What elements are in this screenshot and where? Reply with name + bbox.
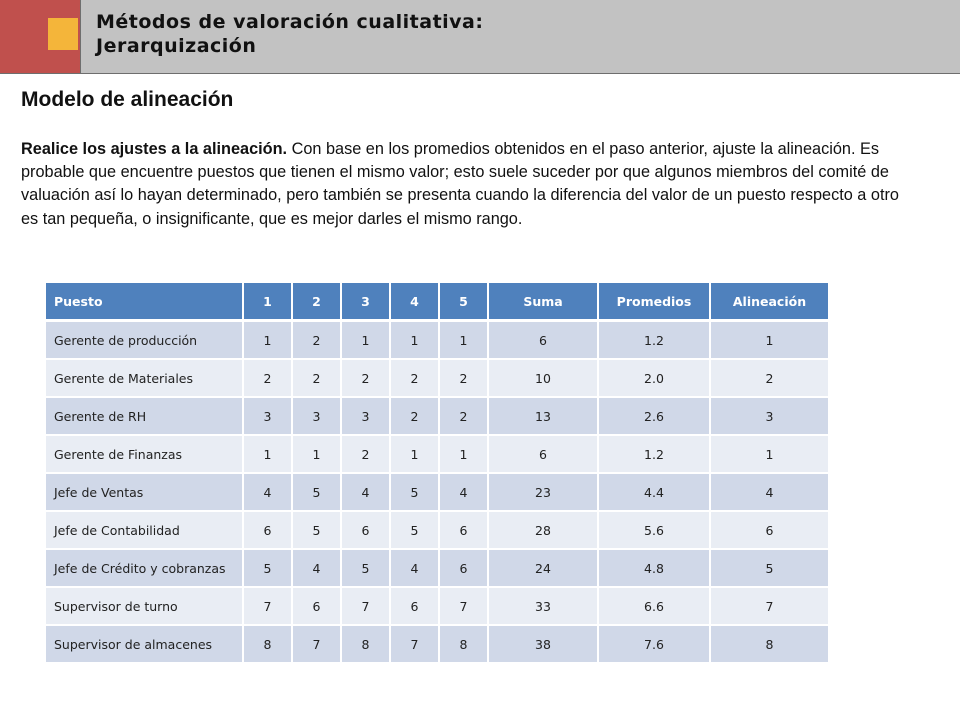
- alignment-table: [46, 283, 828, 664]
- table-cell: 1: [711, 322, 828, 360]
- instructions-paragraph: [21, 138, 901, 231]
- paragraph-bold-lead: Realice los ajustes a la alineación.: [21, 140, 288, 158]
- table-cell-puesto: Gerente de producción: [46, 322, 244, 360]
- header-title: [96, 10, 483, 58]
- table-cell: 4.4: [599, 474, 711, 512]
- table-row: [46, 512, 828, 550]
- table-cell: 2: [293, 322, 342, 360]
- table-row: [46, 360, 828, 398]
- table-cell: 3: [244, 398, 293, 436]
- table-cell: 7: [293, 626, 342, 664]
- table-cell: 8: [342, 626, 391, 664]
- table-cell-puesto: Gerente de Finanzas: [46, 436, 244, 474]
- table-cell: 10: [489, 360, 599, 398]
- table-cell-puesto: Gerente de Materiales: [46, 360, 244, 398]
- table-cell: 1: [293, 436, 342, 474]
- table-cell: 5: [711, 550, 828, 588]
- table-row: [46, 322, 828, 360]
- table-cell: 5.6: [599, 512, 711, 550]
- table-cell: 1: [342, 322, 391, 360]
- paragraph-body: Con base en los promedios obtenidos en el paso anterior, ajuste la alineación. Es probable que encuentre puestos que tienen el mismo valor; esto suele suceder por que algunos miembros del comité de valuación así lo hayan determinado, pero también se presenta cuando la diferencia del valor de un puesto respecto a otro es tan pequeña, o insignificante, que es mejor darles el mismo rango.: [21, 140, 899, 228]
- table-cell: 5: [391, 474, 440, 512]
- table-cell: 1.2: [599, 436, 711, 474]
- table-cell: 24: [489, 550, 599, 588]
- table-cell: 4: [244, 474, 293, 512]
- header-title-line1: Métodos de valoración cualitativa:: [96, 11, 484, 33]
- table-cell: 3: [293, 398, 342, 436]
- column-header: 1: [244, 283, 293, 322]
- table-cell: 4: [342, 474, 391, 512]
- table-row: [46, 588, 828, 626]
- table-cell: 1.2: [599, 322, 711, 360]
- table-cell: 1: [244, 322, 293, 360]
- table-cell: 2: [342, 436, 391, 474]
- table-cell: 1: [440, 436, 489, 474]
- table-cell: 8: [711, 626, 828, 664]
- table-cell: 4: [293, 550, 342, 588]
- table-cell: 5: [244, 550, 293, 588]
- table-cell: 2: [244, 360, 293, 398]
- table-cell: 23: [489, 474, 599, 512]
- table-cell-puesto: Gerente de RH: [46, 398, 244, 436]
- table-cell: 7.6: [599, 626, 711, 664]
- table-cell: 6: [244, 512, 293, 550]
- table-row: [46, 398, 828, 436]
- table-cell: 2: [391, 398, 440, 436]
- table-cell: 7: [391, 626, 440, 664]
- table-cell: 6: [711, 512, 828, 550]
- column-header: Suma: [489, 283, 599, 322]
- table-cell-puesto: Jefe de Ventas: [46, 474, 244, 512]
- table-cell: 8: [440, 626, 489, 664]
- column-header: 4: [391, 283, 440, 322]
- table-cell: 3: [711, 398, 828, 436]
- table-cell: 2: [293, 360, 342, 398]
- table-cell-puesto: Supervisor de turno: [46, 588, 244, 626]
- table-cell: 6.6: [599, 588, 711, 626]
- table-cell: 7: [342, 588, 391, 626]
- table-cell: 2: [391, 360, 440, 398]
- column-header: 2: [293, 283, 342, 322]
- table-cell: 6: [440, 512, 489, 550]
- table-cell: 4: [440, 474, 489, 512]
- table-cell: 4.8: [599, 550, 711, 588]
- table-cell: 7: [244, 588, 293, 626]
- table-cell: 1: [391, 436, 440, 474]
- table-cell: 6: [342, 512, 391, 550]
- header-accent-square: [48, 18, 78, 50]
- table-cell: 6: [489, 436, 599, 474]
- table-cell: 8: [244, 626, 293, 664]
- table-cell: 3: [342, 398, 391, 436]
- column-header: 5: [440, 283, 489, 322]
- column-header: Puesto: [46, 283, 244, 322]
- table-cell: 2.6: [599, 398, 711, 436]
- table-cell: 1: [244, 436, 293, 474]
- table-cell: 5: [391, 512, 440, 550]
- table-cell-puesto: Supervisor de almacenes: [46, 626, 244, 664]
- table-cell: 1: [440, 322, 489, 360]
- table-row: [46, 626, 828, 664]
- table-cell: 2: [711, 360, 828, 398]
- header-divider: [0, 73, 960, 74]
- table-cell: 7: [711, 588, 828, 626]
- table-cell: 28: [489, 512, 599, 550]
- table-cell: 38: [489, 626, 599, 664]
- table-row: [46, 436, 828, 474]
- table-cell: 2: [440, 398, 489, 436]
- table-cell: 2.0: [599, 360, 711, 398]
- table-cell: 4: [711, 474, 828, 512]
- table-cell: 2: [342, 360, 391, 398]
- table-cell: 33: [489, 588, 599, 626]
- table-cell: 6: [489, 322, 599, 360]
- table-cell: 1: [711, 436, 828, 474]
- column-header: Alineación: [711, 283, 828, 322]
- table-cell: 7: [440, 588, 489, 626]
- header-title-line2: Jerarquización: [96, 35, 257, 57]
- table-header-row: [46, 283, 828, 322]
- section-title: Modelo de alineación: [21, 88, 234, 111]
- column-header: 3: [342, 283, 391, 322]
- table-cell-puesto: Jefe de Crédito y cobranzas: [46, 550, 244, 588]
- table-cell: 13: [489, 398, 599, 436]
- table-cell: 1: [391, 322, 440, 360]
- table-row: [46, 550, 828, 588]
- table-cell: 2: [440, 360, 489, 398]
- table-cell: 6: [440, 550, 489, 588]
- table-cell: 4: [391, 550, 440, 588]
- table-cell: 5: [293, 474, 342, 512]
- table-cell: 6: [391, 588, 440, 626]
- table-cell-puesto: Jefe de Contabilidad: [46, 512, 244, 550]
- table-row: [46, 474, 828, 512]
- column-header: Promedios: [599, 283, 711, 322]
- table-cell: 6: [293, 588, 342, 626]
- table-cell: 5: [342, 550, 391, 588]
- table-cell: 5: [293, 512, 342, 550]
